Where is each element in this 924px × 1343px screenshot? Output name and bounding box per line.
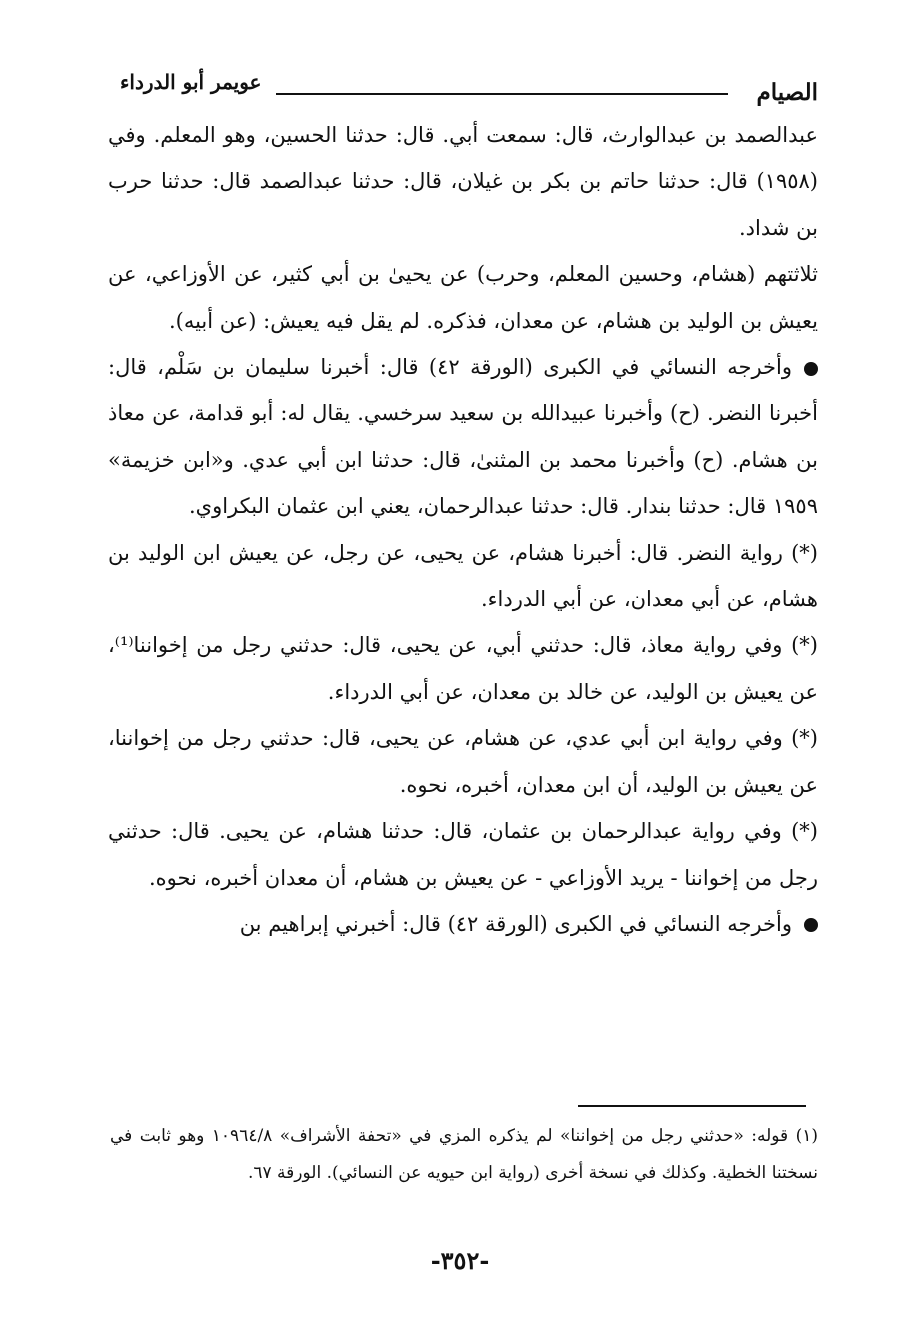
paragraph bbox=[108, 112, 818, 251]
footnotes bbox=[110, 1118, 818, 1192]
paragraph bbox=[108, 344, 818, 530]
section-title: عويمر أبو الدرداء bbox=[120, 70, 262, 94]
paragraph bbox=[108, 715, 818, 808]
main-text bbox=[108, 112, 818, 947]
paragraph-text: (*) وفي رواية ابن أبي عدي، عن هشام، عن يحيى، قال: حدثني رجل من إخواننا، عن يعيش بن الوليد، أن ابن معدان، أخبره، نحوه. bbox=[108, 726, 818, 797]
footnote: (١) قوله: «حدثني رجل من إخواننا» لم يذكره المزي في «تحفة الأشراف» ١٠٩٦٤/٨ وهو ثابت في نسختنا الخطية. وكذلك في نسخة أخرى (رواية ابن حيويه عن النسائي). الورقة ٦٧. bbox=[110, 1126, 818, 1183]
chapter-title: الصيام bbox=[756, 79, 818, 106]
paragraph-text: (*) وفي رواية عبدالرحمان بن عثمان، قال: حدثنا هشام، عن يحيى. قال: حدثني رجل من إخواننا - يريد الأوزاعي - عن يعيش بن هشام، أن معدان أخبره، نحوه. bbox=[108, 819, 818, 890]
paragraph-text: وأخرجه النسائي في الكبرى (الورقة ٤٢) قال: أخبرني إبراهيم بن bbox=[239, 911, 792, 936]
footnote-divider bbox=[578, 1105, 806, 1107]
paragraph bbox=[108, 622, 818, 715]
bullet-icon bbox=[804, 918, 818, 932]
paragraph-text: (*) وفي رواية معاذ، قال: حدثني أبي، عن يحيى، قال: حدثني رجل من إخواننا⁽¹⁾، عن يعيش بن الوليد، عن خالد بن معدان، عن أبي الدرداء. bbox=[108, 633, 818, 704]
running-header bbox=[120, 68, 818, 108]
paragraph-text: ثلاثتهم (هشام، وحسين المعلم، وحرب) عن يحيىٰ بن أبي كثير، عن الأوزاعي، عن يعيش بن الوليد بن هشام، عن معدان، فذكره. لم يقل فيه يعيش: (عن أبيه). bbox=[108, 262, 818, 333]
paragraph bbox=[108, 530, 818, 623]
paragraph bbox=[108, 808, 818, 901]
bullet-icon bbox=[804, 362, 818, 376]
page-number: -٣٥٢- bbox=[430, 1246, 490, 1275]
paragraph-text: (*) رواية النضر. قال: أخبرنا هشام، عن يحيى، عن رجل، عن يعيش ابن الوليد بن هشام، عن أبي معدان، عن أبي الدرداء. bbox=[108, 540, 818, 612]
header-rule bbox=[276, 93, 728, 95]
paragraph-text: وأخرجه النسائي في الكبرى (الورقة ٤٢) قال: أخبرنا سليمان بن سَلْم، قال: أخبرنا النضر. (ح) وأخبرنا عبيدالله بن سعيد سرخسي. يقال له: أبو قدامة، عن معاذ بن هشام. (ح) وأخبرنا محمد بن المثنىٰ، قال: حدثنا ابن أبي عدي. و«ابن خزيمة» ١٩٥٩ قال: حدثنا بندار. قال: حدثنا عبدالرحمان، يعني ابن عثمان البكراوي. bbox=[108, 355, 818, 519]
paragraph bbox=[108, 901, 818, 947]
paragraph bbox=[108, 251, 818, 344]
paragraph-text: عبدالصمد بن عبدالوارث، قال: سمعت أبي. قال: حدثنا الحسين، وهو المعلم. وفي (١٩٥٨) قال: حدثنا حاتم بن بكر بن غيلان، قال: حدثنا عبدالصمد قال: حدثنا حرب بن شداد. bbox=[108, 123, 818, 240]
